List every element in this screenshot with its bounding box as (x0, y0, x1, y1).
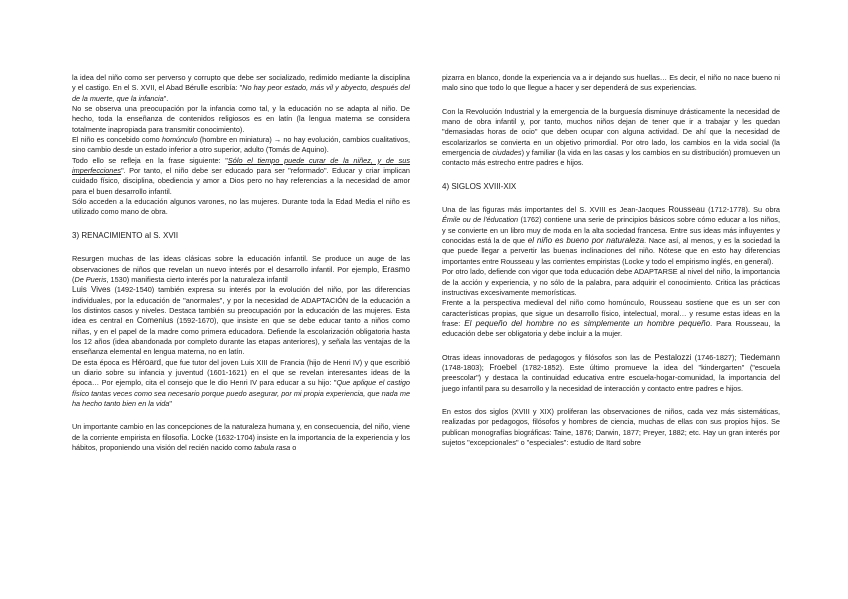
text-run: No hay peor estado, más vil y abyecto, después del de la muerte, que la infancia (72, 83, 410, 103)
text-run: " (169, 398, 172, 408)
paragraph (442, 205, 780, 267)
text-run: Otras ideas innovadoras de pedagogos y filósofos son las de (442, 352, 655, 362)
text-run: ". Por tanto, el niño debe ser educado para ser "reformado". Educar y criar implican cuidado físico, disciplina, obediencia y amor a Dios pero no hay referencias a la necesidad de amor para el buen desarrollo infantil. (72, 166, 410, 196)
text-run: Luis Vives (72, 285, 111, 295)
text-run: De esta época es (72, 357, 132, 367)
text-run: En estos dos siglos (XVIII y XIX) proliferan las observaciones de niños, cada vez más sistemáticas, realizadas por pedagogos, filósofos y hombres de ciencia, muchas de ellas con sus propios hijos. Se publican monografías biográficas: Taine, 1876; Darwin, 1877; Preyer, 1882; etc. Hay un gran interés por sujetos "excepcionales" o "especiales": estudio de Itard sobre (442, 406, 780, 447)
rousseau-block (442, 205, 780, 339)
text-run: (1748-1803); (442, 362, 490, 372)
text-run: o (290, 443, 297, 452)
paragraph (442, 73, 780, 94)
text-run: De Pueris (74, 274, 107, 284)
text-run: Pestalozzi (654, 352, 692, 362)
paragraph (72, 104, 410, 135)
text-run: Froebel (489, 362, 517, 372)
paragraph (72, 422, 410, 453)
paragraph (72, 197, 410, 218)
text-run: el niño es bueno por naturaleza (527, 236, 645, 246)
paragraph (72, 254, 410, 285)
paragraph (442, 353, 780, 394)
text-run: . Para Rousseau, la educación debe ser obligatoria y debe incluir a la mujer. (442, 318, 781, 339)
text-run: Héroard (131, 357, 162, 367)
cambio-block (72, 422, 410, 453)
paragraph (72, 135, 410, 156)
text-run: Comenius (136, 316, 174, 326)
text-run: Un importante cambio en las concepciones de la naturaleza humana y, en consecuencia, del niño, viene de la corriente empirista en filosofía. (72, 422, 410, 442)
text-run: (1592-1670), que insiste en que se debe educar tanto a niños como niñas, y en el papel de la madre como primera educadora. Defiende la escolarización obligatoria hasta los 12 años (idea abandonada por completo durante las etapas anteriores), y señala las ventajas de la enseñanza elemental en lengua materna, no en latín. (72, 316, 410, 357)
paragraph (72, 285, 410, 357)
text-run: Rousseau (668, 205, 705, 215)
estos-siglos-block (442, 407, 780, 448)
text-run: El niño es concebido como (72, 135, 162, 145)
text-run: ) y familiar (la vida en las casas y los cambios en su distribución) promueven un contacto más estrecho entre padres e hijos. (442, 148, 780, 168)
text-run: Frente a la perspectiva medieval del niño como homúnculo, Rousseau sostiene que es un ser con características propias, que sigue un desarrollo físico, intelectual, moral… y resume estas ideas en la frase: (442, 298, 780, 328)
right-column (442, 73, 780, 448)
text-run: El pequeño del hombre no es simplemente un hombre pequeño (464, 318, 711, 328)
text-run: Sólo acceden a la educación algunos varones, no las mujeres. Durante toda la Edad Media el niño es utilizado como mano de obra. (72, 197, 410, 217)
left-column (72, 73, 410, 453)
text-run: (1632-1704) insiste en la importancia de la experiencia y los hábitos, proponiendo una visión del recién nacido como (72, 432, 410, 452)
paragraph (442, 407, 780, 448)
text-run: la idea del niño como ser perverso y corrupto que debe ser socializado, redimido mediante la disciplina y el castigo. En el S. XVII, el Abad Bérulle escribía: " (72, 73, 410, 93)
text-run: pizarra en blanco, donde la experiencia va a ir dejando sus huellas… Es decir, el niño no nace bueno ni malo sino que todo lo que llegue a hacer y ser dependerá de sus experiencias. (442, 73, 780, 93)
text-run: Émile ou de l'éducation (442, 215, 519, 225)
text-run: (1782-1852). Este último promueve la idea del "kindergarten" ("escuela preescolar") y destaca la continuidad educativa entre escuela-hogar-comunidad, la importancia del juego infantil para su desarrollo y la necesidad de interacción y contacto entre padres e hijos. (442, 362, 781, 393)
text-run: (hombre en miniatura) → no hay evolución, cambios cualitativos, sino cambio desde un estado inferior a otro superior, adulto (Tomás de Aquino). (72, 135, 410, 155)
revolucion-block (442, 107, 780, 169)
text-run: (1712-1778). Su obra (704, 205, 780, 215)
text-run: ( (72, 274, 75, 284)
text-run: Resurgen muchas de las ideas clásicas sobre la educación infantil. Se produce un auge de las observaciones de niños que revelan un nuevo interés por el desarrollo infantil. Por ejemplo, (72, 254, 410, 274)
text-run: homúnculo (161, 135, 198, 145)
text-run: (1746-1827); (691, 352, 740, 362)
paragraph (442, 267, 780, 298)
paragraph (72, 358, 410, 410)
text-run: ". (163, 93, 169, 103)
text-run: . Nace así, al menos, y es la sociedad la que puede llegar a pervertir las buenas inclinaciones del niño. Nótese que en esto hay diferencias importantes entre Rousseau y las corrientes empiristas (Locke y todo el empirismo inglés, en general). (442, 236, 780, 266)
text-run: No se observa una preocupación por la infancia como tal, y la educación no se adapta al niño. De hecho, toda la enseñanza de contenidos religiosos es en latín (la lengua materna se considera totalmente inapropiada para transmitir conocimiento). (72, 104, 410, 134)
text-run: Erasmo (382, 264, 410, 274)
section-heading-siglos: 4) SIGLOS XVIII-XIX (442, 181, 517, 191)
paragraph (442, 107, 780, 169)
text-run: Una de las figuras más importantes del S. XVIII es Jean-Jacques (442, 205, 669, 215)
text-run: , 1530) manifiesta cierto interés por la naturaleza infantil (106, 274, 288, 284)
text-run: (1762) contiene una serie de principios básicos sobre cómo educar a los niños, y se convierte en un libro muy de moda en la alta sociedad francesa. Entre sus ideas más influyentes y conocidas está la de que (442, 215, 780, 246)
right-intro-block (442, 73, 780, 94)
paragraph (72, 156, 410, 197)
left-intro-block (72, 73, 410, 218)
otras-ideas-block (442, 353, 780, 394)
paragraph (442, 298, 780, 339)
text-run: Con la Revolución Industrial y la emergencia de la burguesía disminuye drásticamente la necesidad de mano de obra infantil y, por tanto, muchos niños dejan de tener que ir a trabajar y les quedan "demasiadas horas de ocio" que deben ocupar con alguna actividad. De ahí que la necesidad de escolarizarlos se convierta en un objetivo primordial. Por otro lado, los cambios en la vida social (la emergencia de (442, 106, 780, 158)
text-run: Por otro lado, defiende con vigor que toda educación debe ADAPTARSE al nivel del niño, la importancia de la acción y experiencia, y no sólo de la palabra, para adquirir el conocimiento. Critica las prácticas instructivas excesivamente memorísticas. (442, 267, 780, 297)
renacimiento-block (72, 254, 410, 409)
text-run: Que aplique el castigo físico tantas veces como sea necesario porque puedo asegurar, por mi propia experiencia, que nada me ha hecho tanto bien en la vida (72, 378, 410, 408)
text-run: ciudades (492, 148, 522, 158)
text-run: tabula rasa (254, 443, 291, 452)
text-run: Locke (191, 432, 214, 442)
text-run: Tiedemann (739, 352, 781, 362)
text-run: Todo ello se refleja en la frase siguiente: " (72, 155, 228, 165)
section-heading-renacimiento: 3) RENACIMIENTO al S. XVII (72, 230, 179, 240)
paragraph (72, 73, 410, 104)
text-run: (1492-1540) también expresa su interés por la evolución del niño, por las diferencias individuales, por la educación de "anormales", y por la necesidad de ADAPTACIÓN de la educación a los distintos casos y niveles. Destaca también su preocupación por la educación de las mujeres. Esta idea es central en (72, 285, 410, 326)
text-run: Sólo el tiempo puede curar de la niñez, y de sus imperfecciones (72, 155, 411, 176)
text-run: , que fue tutor del joven Luis XIII de Francia (hijo de Henri IV) y que escribió un diario sobre su infancia y juventud (1601-1621) en el que se revelan interesantes ideas de la época… Por ejemplo, cita el consejo que le dio Henri IV para educar a su hijo: " (72, 357, 410, 388)
